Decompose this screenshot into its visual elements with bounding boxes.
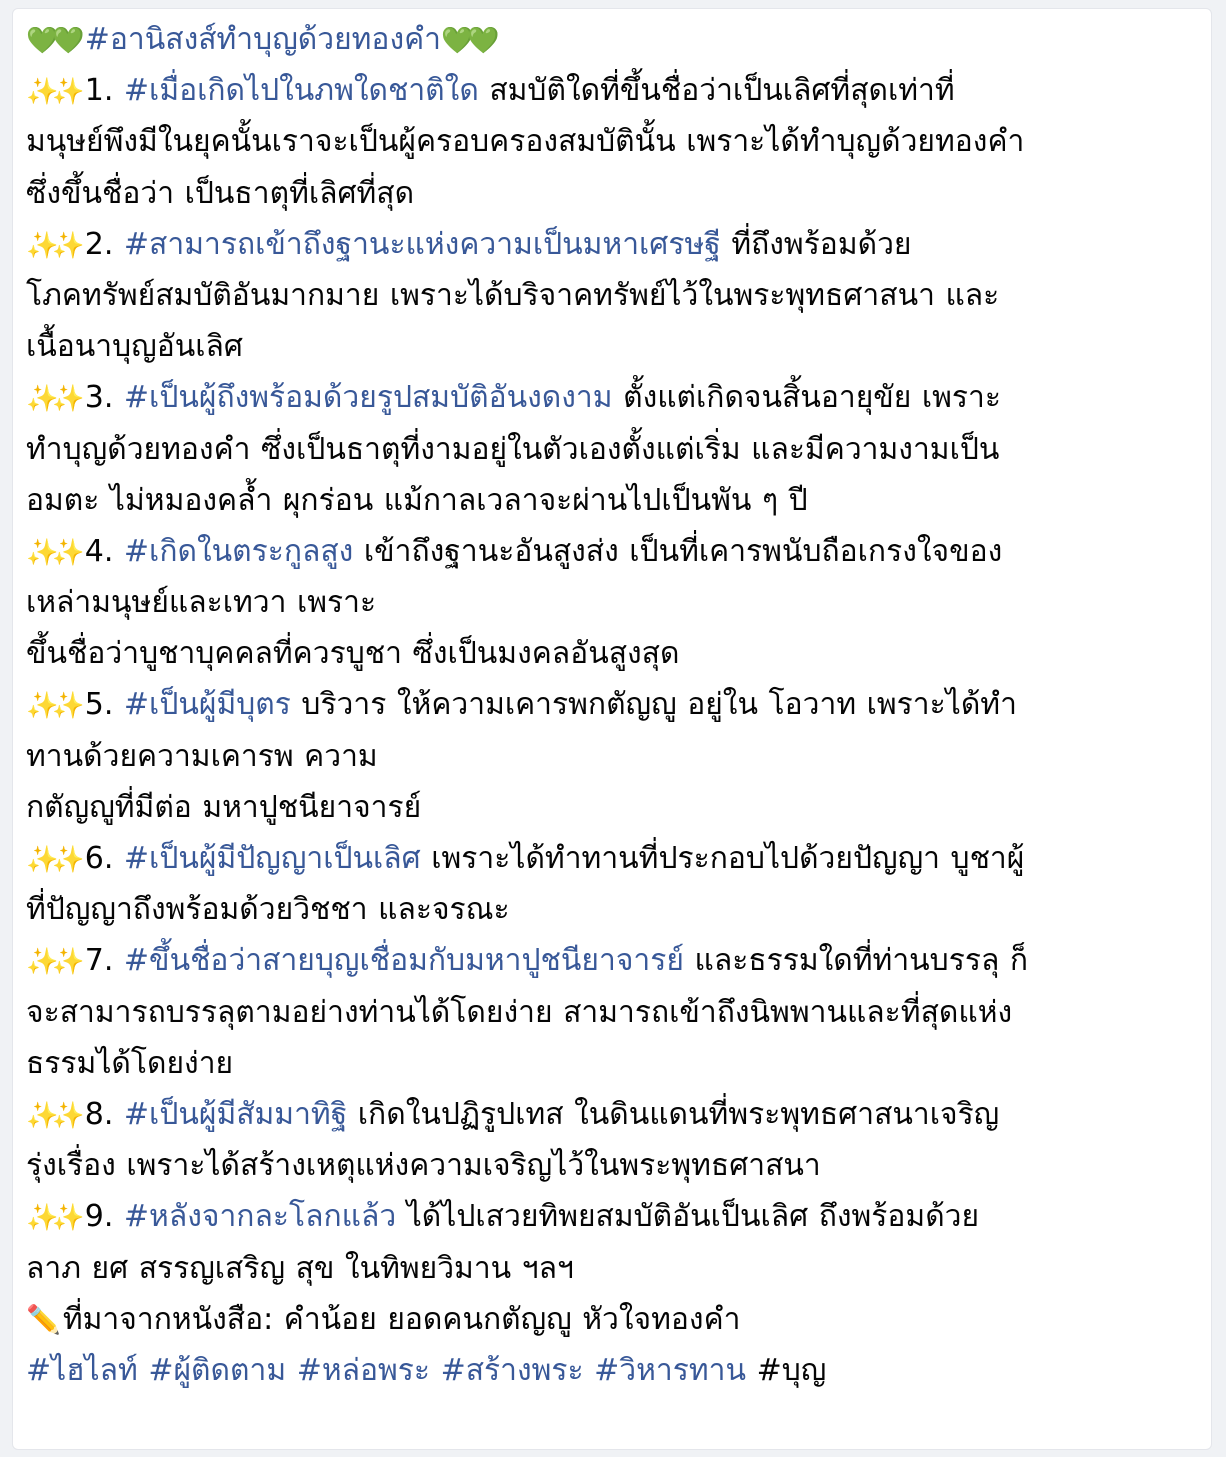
item-text: ที่ถึงพร้อมด้วย: [720, 226, 912, 262]
item-number: 5.: [84, 687, 114, 723]
sparkles-icon: ✨✨: [26, 691, 79, 722]
sparkles-icon: ✨✨: [26, 230, 79, 261]
list-item: [26, 219, 1186, 270]
item-text: โภคทรัพย์สมบัติอันมากมาย เพราะได้บริจาคทรัพย์ไว้ในพระพุทธศาสนา และ: [26, 277, 1000, 313]
hashtag-link[interactable]: #สามารถเข้าถึงฐานะแห่งความเป็นมหาเศรษฐี: [123, 226, 721, 262]
post-title: [26, 14, 1186, 65]
hashtag-list: [26, 1345, 1186, 1396]
list-item: [26, 1089, 1186, 1140]
sparkles-icon: ✨✨: [26, 1100, 79, 1131]
sparkles-icon: ✨✨: [26, 384, 79, 415]
item-text: และธรรมใดที่ท่านบรรลุ ก็: [683, 943, 1029, 979]
item-text: เพราะได้ทำทานที่ประกอบไปด้วยปัญญา บูชาผู้: [420, 841, 1025, 876]
item-text: จะสามารถบรรลุตามอย่างท่านได้โดยง่าย สามารถเข้าถึงนิพพานและที่สุดแห่ง: [26, 994, 1013, 1030]
list-item: [26, 679, 1186, 730]
green-heart-icon: 💚💚: [26, 26, 79, 56]
item-text: กตัญญูที่มีต่อ มหาปูชนียาจารย์: [26, 789, 422, 825]
hashtag-link[interactable]: #สร้างพระ: [440, 1352, 584, 1388]
hashtag-link[interactable]: #ผู้ติดตาม: [148, 1352, 287, 1388]
item-text: ลาภ ยศ สรรญเสริญ สุข ในทิพยวิมาน ฯลฯ: [26, 1250, 574, 1286]
item-text: เกิดในปฏิรูปเทส ในดินแดนที่พระพุทธศาสนาเจริญ: [347, 1096, 1000, 1132]
hashtag-link[interactable]: #วิหารทาน: [594, 1352, 747, 1388]
list-item: [26, 833, 1186, 884]
hashtag-link[interactable]: #อานิสงส์ทำบุญด้วยทองคำ: [84, 22, 442, 57]
source-text: ที่มาจากหนังสือ: คำน้อย ยอดคนกตัญญู หัวใจทองคำ: [62, 1301, 741, 1337]
list-item: [26, 65, 1186, 116]
pencil-icon: ✏️: [26, 1302, 61, 1336]
list-item: [26, 526, 1186, 577]
hashtag-link[interactable]: #เป็นผู้มีบุตร: [123, 687, 291, 723]
hashtag-plain: #บุญ: [756, 1352, 827, 1388]
hashtag-link[interactable]: #ขึ้นชื่อว่าสายบุญเชื่อมกับมหาปูชนียาจารย์: [123, 943, 684, 979]
item-text: เข้าถึงฐานะอันสูงส่ง เป็นที่เคารพนับถือเกรงใจของ: [353, 533, 1003, 569]
sparkles-icon: ✨✨: [26, 77, 79, 108]
list-item: [26, 372, 1186, 423]
item-number: 8.: [84, 1096, 114, 1132]
item-number: 9.: [84, 1199, 114, 1235]
hashtag-link[interactable]: #เป็นผู้มีสัมมาทิฐิ: [123, 1096, 348, 1132]
item-number: 6.: [84, 841, 114, 876]
item-number: 1.: [84, 73, 114, 109]
item-number: 2.: [84, 226, 114, 262]
hashtag-link[interactable]: #เมื่อเกิดไปในภพใดชาติใด: [123, 73, 479, 109]
item-number: 7.: [84, 943, 114, 979]
sparkles-icon: ✨✨: [26, 1203, 79, 1234]
item-text: ได้ไปเสวยทิพยสมบัติอันเป็นเลิศ ถึงพร้อมด้วย: [396, 1199, 980, 1235]
item-text: รุ่งเรื่อง เพราะได้สร้างเหตุแห่งความเจริญไว้ในพระพุทธศาสนา: [26, 1148, 821, 1184]
item-text: ทานด้วยความเคารพ ความ: [26, 738, 378, 774]
item-text: ธรรมได้โดยง่าย: [26, 1045, 234, 1081]
post-body: [26, 14, 1186, 1396]
green-heart-icon: 💚💚: [441, 26, 494, 56]
item-text: บริวาร ให้ความเคารพกตัญญู อยู่ใน โอวาท เพราะได้ทำ: [290, 687, 1017, 723]
hashtag-link[interactable]: #เป็นผู้มีปัญญาเป็นเลิศ: [123, 841, 421, 876]
list-item: [26, 1191, 1186, 1242]
item-text: อมตะ ไม่หมองคล้ำ ผุกร่อน แม้กาลเวลาจะผ่านไปเป็นพัน ๆ ปี: [26, 482, 808, 518]
hashtag-link[interactable]: #เป็นผู้ถึงพร้อมด้วยรูปสมบัติอันงดงาม: [123, 380, 613, 416]
item-text: สมบัติใดที่ขึ้นชื่อว่าเป็นเลิศที่สุดเท่าที่: [478, 73, 955, 109]
source-line: [26, 1294, 1186, 1345]
item-text: เนื้อนาบุญอันเลิศ: [26, 329, 243, 365]
sparkles-icon: ✨✨: [26, 537, 79, 568]
item-text: ทำบุญด้วยทองคำ ซึ่งเป็นธาตุที่งามอยู่ในตัวเองตั้งแต่เริ่ม และมีความงามเป็น: [26, 431, 1000, 467]
item-text: เหล่ามนุษย์และเทวา เพราะ: [26, 585, 377, 621]
item-number: 3.: [84, 380, 114, 416]
hashtag-link[interactable]: #หลังจากละโลกแล้ว: [123, 1199, 397, 1235]
item-text: มนุษย์พึงมีในยุคนั้นเราจะเป็นผู้ครอบครองสมบัตินั้น เพราะได้ทำบุญด้วยทองคำ: [26, 124, 1025, 160]
hashtag-link[interactable]: #หล่อพระ: [296, 1352, 431, 1388]
list-item: [26, 935, 1186, 986]
hashtag-link[interactable]: #เกิดในตระกูลสูง: [123, 533, 354, 569]
item-text: ซึ่งขึ้นชื่อว่า เป็นธาตุที่เลิศที่สุด: [26, 175, 415, 211]
sparkles-icon: ✨✨: [26, 845, 79, 875]
item-text: ตั้งแต่เกิดจนสิ้นอายุขัย เพราะ: [612, 380, 1002, 416]
sparkles-icon: ✨✨: [26, 947, 79, 978]
item-text: ขึ้นชื่อว่าบูชาบุคคลที่ควรบูชา ซึ่งเป็นมงคลอันสูงสุด: [26, 636, 680, 672]
item-number: 4.: [84, 533, 114, 569]
item-text: ที่ปัญญาถึงพร้อมด้วยวิชชา และจรณะ: [26, 892, 510, 928]
hashtag-link[interactable]: #ไฮไลท์: [26, 1352, 138, 1388]
